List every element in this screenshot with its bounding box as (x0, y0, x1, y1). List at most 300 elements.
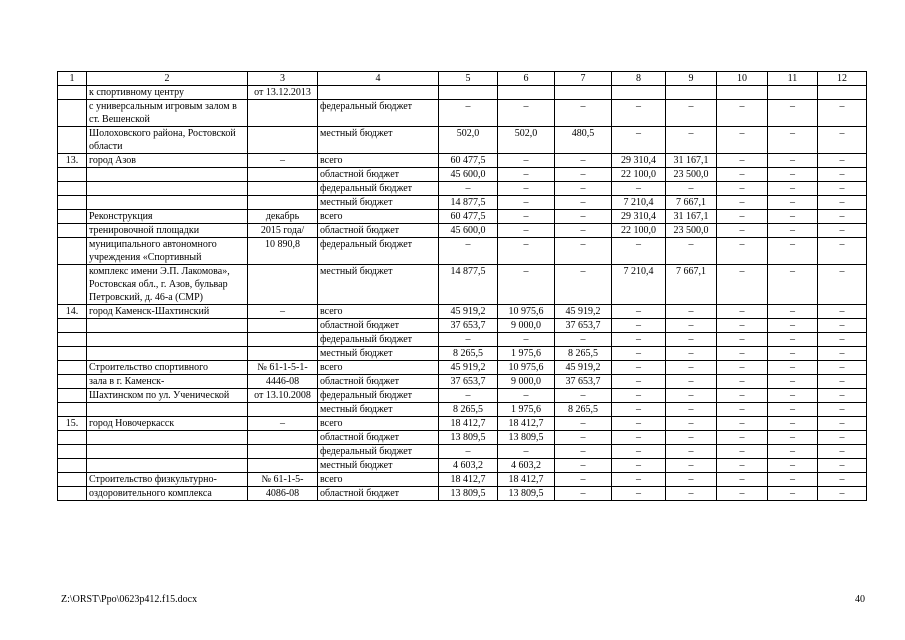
table-cell: – (498, 100, 555, 127)
table-cell: 13. (58, 154, 87, 168)
table-cell: – (818, 265, 867, 305)
table-cell: – (768, 347, 818, 361)
table-row (58, 305, 867, 319)
table-cell: – (666, 319, 717, 333)
table-cell: федеральный бюджет (318, 389, 439, 403)
table-cell: – (768, 487, 818, 501)
table-cell: местный бюджет (318, 265, 439, 305)
table-cell: – (248, 305, 318, 319)
table-cell: 45 600,0 (439, 168, 498, 182)
table-cell (439, 86, 498, 100)
table-cell (58, 347, 87, 361)
table-cell: – (555, 417, 612, 431)
table-cell (248, 319, 318, 333)
table-cell (768, 86, 818, 100)
table-cell: 23 500,0 (666, 224, 717, 238)
table-cell (248, 347, 318, 361)
table-cell (818, 86, 867, 100)
table-cell: – (717, 333, 768, 347)
table-cell: – (439, 445, 498, 459)
table-row (58, 361, 867, 375)
table-cell: местный бюджет (318, 196, 439, 210)
table-cell: 4086-08 (248, 487, 318, 501)
table-cell: 13 809,5 (498, 487, 555, 501)
table-cell: – (612, 319, 666, 333)
table-cell: 502,0 (498, 127, 555, 154)
table-cell: – (666, 487, 717, 501)
table-cell: областной бюджет (318, 375, 439, 389)
table-cell: 9 000,0 (498, 375, 555, 389)
table-cell: – (612, 238, 666, 265)
table-cell: – (818, 168, 867, 182)
table-cell (58, 224, 87, 238)
table-cell: – (666, 182, 717, 196)
table-cell: – (555, 333, 612, 347)
table-cell: – (612, 127, 666, 154)
table-cell: – (498, 389, 555, 403)
column-header: 5 (439, 72, 498, 86)
table-cell (58, 265, 87, 305)
table-cell: – (818, 238, 867, 265)
table-cell: Реконструкция (87, 210, 248, 224)
table-cell: – (818, 100, 867, 127)
table-cell: – (818, 431, 867, 445)
table-cell: – (248, 154, 318, 168)
table-row (58, 196, 867, 210)
table-cell: – (717, 305, 768, 319)
table-cell: всего (318, 417, 439, 431)
table-cell: от 13.12.2013 (248, 86, 318, 100)
table-cell: 18 412,7 (439, 473, 498, 487)
table-cell: № 61-1-5-1- (248, 361, 318, 375)
table-cell: зала в г. Каменск- (87, 375, 248, 389)
table-cell: 60 477,5 (439, 154, 498, 168)
table-row (58, 347, 867, 361)
table-cell: 7 667,1 (666, 196, 717, 210)
table-cell: – (717, 168, 768, 182)
table-cell (248, 333, 318, 347)
table-cell: 7 210,4 (612, 196, 666, 210)
table-cell: 15. (58, 417, 87, 431)
table-cell: – (818, 417, 867, 431)
table-cell: – (612, 182, 666, 196)
table-cell: 14. (58, 305, 87, 319)
table-cell (87, 403, 248, 417)
table-cell: – (498, 333, 555, 347)
table-cell: оздоровительного комплекса (87, 487, 248, 501)
table-cell: 29 310,4 (612, 210, 666, 224)
table-cell (58, 487, 87, 501)
table-cell: – (612, 431, 666, 445)
table-cell: – (768, 361, 818, 375)
table-cell (58, 168, 87, 182)
table-cell: – (555, 431, 612, 445)
column-header: 3 (248, 72, 318, 86)
table-cell: 4 603,2 (498, 459, 555, 473)
table-cell: 4446-08 (248, 375, 318, 389)
table-cell: – (612, 361, 666, 375)
table-cell: 18 412,7 (439, 417, 498, 431)
table-cell: – (768, 473, 818, 487)
table-cell (58, 459, 87, 473)
table-cell: 10 975,6 (498, 305, 555, 319)
table-cell: – (818, 375, 867, 389)
table-cell: – (818, 347, 867, 361)
table-cell: – (717, 459, 768, 473)
table-cell: – (666, 445, 717, 459)
table-cell: 45 919,2 (555, 361, 612, 375)
table-cell (555, 86, 612, 100)
table-cell: 14 877,5 (439, 196, 498, 210)
table-cell: – (818, 333, 867, 347)
table-cell: – (717, 154, 768, 168)
table-cell: город Каменск-Шахтинский (87, 305, 248, 319)
table-cell: всего (318, 305, 439, 319)
table-cell: – (818, 403, 867, 417)
table-cell: – (818, 487, 867, 501)
table-cell (58, 196, 87, 210)
table-cell: – (555, 459, 612, 473)
table-cell (87, 333, 248, 347)
table-cell (58, 86, 87, 100)
header-row (58, 72, 867, 86)
table-cell: – (768, 154, 818, 168)
table-cell: всего (318, 361, 439, 375)
table-cell (58, 182, 87, 196)
table-cell (87, 319, 248, 333)
table-cell: – (666, 333, 717, 347)
table-cell: 37 653,7 (555, 375, 612, 389)
table-cell: – (717, 403, 768, 417)
table-cell: – (555, 100, 612, 127)
table-row (58, 182, 867, 196)
table-cell: 7 210,4 (612, 265, 666, 305)
table-cell: 22 100,0 (612, 224, 666, 238)
table-row (58, 403, 867, 417)
table-cell (87, 347, 248, 361)
table-cell: – (717, 361, 768, 375)
table-cell (58, 431, 87, 445)
table-cell: местный бюджет (318, 127, 439, 154)
table-cell: муниципального автономного учреждения «Спортивный (87, 238, 248, 265)
column-header: 7 (555, 72, 612, 86)
table-cell: город Новочеркасск (87, 417, 248, 431)
table-cell: 1 975,6 (498, 347, 555, 361)
table-cell: – (555, 265, 612, 305)
table-row (58, 224, 867, 238)
table-cell: – (612, 375, 666, 389)
table-cell: Шолоховского района, Ростовской области (87, 127, 248, 154)
table-cell: 29 310,4 (612, 154, 666, 168)
table-cell (58, 210, 87, 224)
table-cell: – (818, 182, 867, 196)
table-cell: – (717, 389, 768, 403)
table-cell: – (717, 431, 768, 445)
table-cell: федеральный бюджет (318, 238, 439, 265)
table-row (58, 265, 867, 305)
table-cell: – (717, 319, 768, 333)
table-cell (58, 375, 87, 389)
table-cell: – (818, 196, 867, 210)
table-cell: федеральный бюджет (318, 182, 439, 196)
table-cell: – (666, 305, 717, 319)
table-cell: – (717, 127, 768, 154)
table-cell: – (555, 445, 612, 459)
table-cell: – (818, 224, 867, 238)
table-cell: – (439, 182, 498, 196)
table-cell: – (666, 403, 717, 417)
table-cell (717, 86, 768, 100)
table-cell: – (768, 375, 818, 389)
column-header: 4 (318, 72, 439, 86)
table-cell (248, 431, 318, 445)
table-cell: – (768, 127, 818, 154)
table-cell: всего (318, 473, 439, 487)
table-cell (666, 86, 717, 100)
table-cell (498, 86, 555, 100)
table-cell (248, 168, 318, 182)
table-cell: – (439, 389, 498, 403)
table-cell: – (768, 403, 818, 417)
table-cell (58, 333, 87, 347)
table-cell (248, 182, 318, 196)
table-cell: – (555, 168, 612, 182)
table-cell: Строительство спортивного (87, 361, 248, 375)
table-row (58, 333, 867, 347)
table-cell: областной бюджет (318, 319, 439, 333)
table-cell: – (768, 210, 818, 224)
table-cell: Шахтинском по ул. Ученической (87, 389, 248, 403)
table-cell: – (666, 238, 717, 265)
column-header: 10 (717, 72, 768, 86)
table-cell (87, 196, 248, 210)
table-row (58, 238, 867, 265)
table-cell: 13 809,5 (498, 431, 555, 445)
table-cell: – (717, 265, 768, 305)
table-cell: – (498, 445, 555, 459)
table-cell (248, 445, 318, 459)
table-cell: 8 265,5 (555, 403, 612, 417)
table-cell: – (439, 333, 498, 347)
table-cell: – (555, 473, 612, 487)
table-cell: 37 653,7 (439, 319, 498, 333)
table-cell (58, 445, 87, 459)
table-cell: – (439, 238, 498, 265)
table-cell: 37 653,7 (439, 375, 498, 389)
table-cell: – (768, 224, 818, 238)
table-cell: – (818, 473, 867, 487)
table-cell: № 61-1-5- (248, 473, 318, 487)
table-cell (58, 403, 87, 417)
table-cell: – (612, 417, 666, 431)
table-row (58, 389, 867, 403)
table-row (58, 319, 867, 333)
table-cell: 45 919,2 (439, 361, 498, 375)
table-cell: 2015 года/ (248, 224, 318, 238)
table-cell: – (612, 100, 666, 127)
table-cell: 9 000,0 (498, 319, 555, 333)
table-cell: – (717, 100, 768, 127)
table-cell: – (818, 305, 867, 319)
table-cell: федеральный бюджет (318, 100, 439, 127)
table-cell: – (439, 100, 498, 127)
table-cell: – (768, 168, 818, 182)
table-cell (318, 86, 439, 100)
table-cell (612, 86, 666, 100)
table-cell: город Азов (87, 154, 248, 168)
table-cell (87, 431, 248, 445)
table-cell: – (555, 154, 612, 168)
table-cell: – (717, 487, 768, 501)
table-cell: – (717, 182, 768, 196)
table-cell: декабрь (248, 210, 318, 224)
table-cell: – (666, 375, 717, 389)
table-cell: – (768, 333, 818, 347)
table-cell: – (818, 127, 867, 154)
table-cell: – (717, 224, 768, 238)
table-cell: тренировочной площадки (87, 224, 248, 238)
table-cell: – (612, 389, 666, 403)
table-cell: – (555, 487, 612, 501)
table-cell: – (555, 389, 612, 403)
column-header: 11 (768, 72, 818, 86)
table-cell: – (818, 459, 867, 473)
table-cell (248, 100, 318, 127)
table-cell: 45 919,2 (439, 305, 498, 319)
table-cell: 10 975,6 (498, 361, 555, 375)
table-cell (248, 127, 318, 154)
table-cell: – (666, 100, 717, 127)
table-row (58, 210, 867, 224)
footer-file-path: Z:\ORST\Ppo\0623p412.f15.docx (61, 594, 198, 605)
table-cell: Строительство физкультурно- (87, 473, 248, 487)
table-cell: 502,0 (439, 127, 498, 154)
table-cell: – (498, 224, 555, 238)
table-cell: – (768, 319, 818, 333)
table-cell: – (498, 182, 555, 196)
table-cell: 18 412,7 (498, 473, 555, 487)
table-cell: местный бюджет (318, 459, 439, 473)
table-cell: – (555, 224, 612, 238)
table-cell: – (818, 445, 867, 459)
column-header: 9 (666, 72, 717, 86)
table-cell: – (717, 375, 768, 389)
table-row (58, 473, 867, 487)
table-cell: – (717, 196, 768, 210)
table-cell: – (498, 196, 555, 210)
table-row (58, 100, 867, 127)
table-cell: – (717, 347, 768, 361)
table-cell: – (612, 473, 666, 487)
table-cell: – (555, 210, 612, 224)
table-cell: – (498, 265, 555, 305)
table-cell: 31 167,1 (666, 154, 717, 168)
column-header: 12 (818, 72, 867, 86)
table-cell: 8 265,5 (439, 347, 498, 361)
table-cell: – (666, 431, 717, 445)
table-cell: – (768, 389, 818, 403)
table-cell: – (612, 487, 666, 501)
table-cell: – (768, 305, 818, 319)
table-cell: – (768, 417, 818, 431)
table-cell (248, 403, 318, 417)
table-cell: всего (318, 154, 439, 168)
table-cell: – (818, 319, 867, 333)
table-cell: комплекс имени Э.П. Лакомова», Ростовская обл., г. Азов, бульвар Петровский, д. 46-а (СМР) (87, 265, 248, 305)
table-cell: – (666, 347, 717, 361)
table-cell: – (555, 238, 612, 265)
table-cell (58, 473, 87, 487)
table-cell (87, 459, 248, 473)
table-cell: 4 603,2 (439, 459, 498, 473)
table-cell: 45 919,2 (555, 305, 612, 319)
table-cell: – (612, 445, 666, 459)
table-cell: областной бюджет (318, 224, 439, 238)
table-cell: 18 412,7 (498, 417, 555, 431)
table-cell: – (248, 417, 318, 431)
table-cell: – (666, 459, 717, 473)
table-cell: – (717, 445, 768, 459)
table-cell: – (555, 182, 612, 196)
table-cell: – (612, 305, 666, 319)
table-cell: – (768, 265, 818, 305)
table-cell: 31 167,1 (666, 210, 717, 224)
table-cell: – (498, 238, 555, 265)
table-cell (58, 100, 87, 127)
table-cell: – (666, 417, 717, 431)
table-cell: 8 265,5 (555, 347, 612, 361)
table-cell: – (768, 431, 818, 445)
table-cell: – (768, 459, 818, 473)
table-cell: местный бюджет (318, 403, 439, 417)
table-cell: – (498, 154, 555, 168)
table-cell: 37 653,7 (555, 319, 612, 333)
table-cell (87, 445, 248, 459)
table-cell (58, 238, 87, 265)
table-cell: – (818, 389, 867, 403)
table-cell: – (612, 403, 666, 417)
table-cell: 10 890,8 (248, 238, 318, 265)
table-row (58, 154, 867, 168)
table-cell: 13 809,5 (439, 431, 498, 445)
table-row (58, 445, 867, 459)
table-cell: – (768, 182, 818, 196)
table-cell: – (768, 196, 818, 210)
table-cell: федеральный бюджет (318, 445, 439, 459)
table-cell (58, 127, 87, 154)
table-cell (58, 319, 87, 333)
table-cell: – (666, 473, 717, 487)
table-cell: всего (318, 210, 439, 224)
table-cell: 60 477,5 (439, 210, 498, 224)
table-cell: – (666, 127, 717, 154)
table-cell: – (717, 210, 768, 224)
table-cell: 8 265,5 (439, 403, 498, 417)
table-cell (87, 168, 248, 182)
table-cell: – (768, 238, 818, 265)
table-cell: – (612, 333, 666, 347)
column-header: 6 (498, 72, 555, 86)
table-cell: 14 877,5 (439, 265, 498, 305)
table-cell: – (818, 154, 867, 168)
table-cell: – (818, 210, 867, 224)
table-cell: – (498, 210, 555, 224)
page-number: 40 (855, 594, 865, 605)
budget-table (57, 71, 867, 501)
table-cell: – (555, 196, 612, 210)
table-cell (58, 361, 87, 375)
table-cell: 23 500,0 (666, 168, 717, 182)
